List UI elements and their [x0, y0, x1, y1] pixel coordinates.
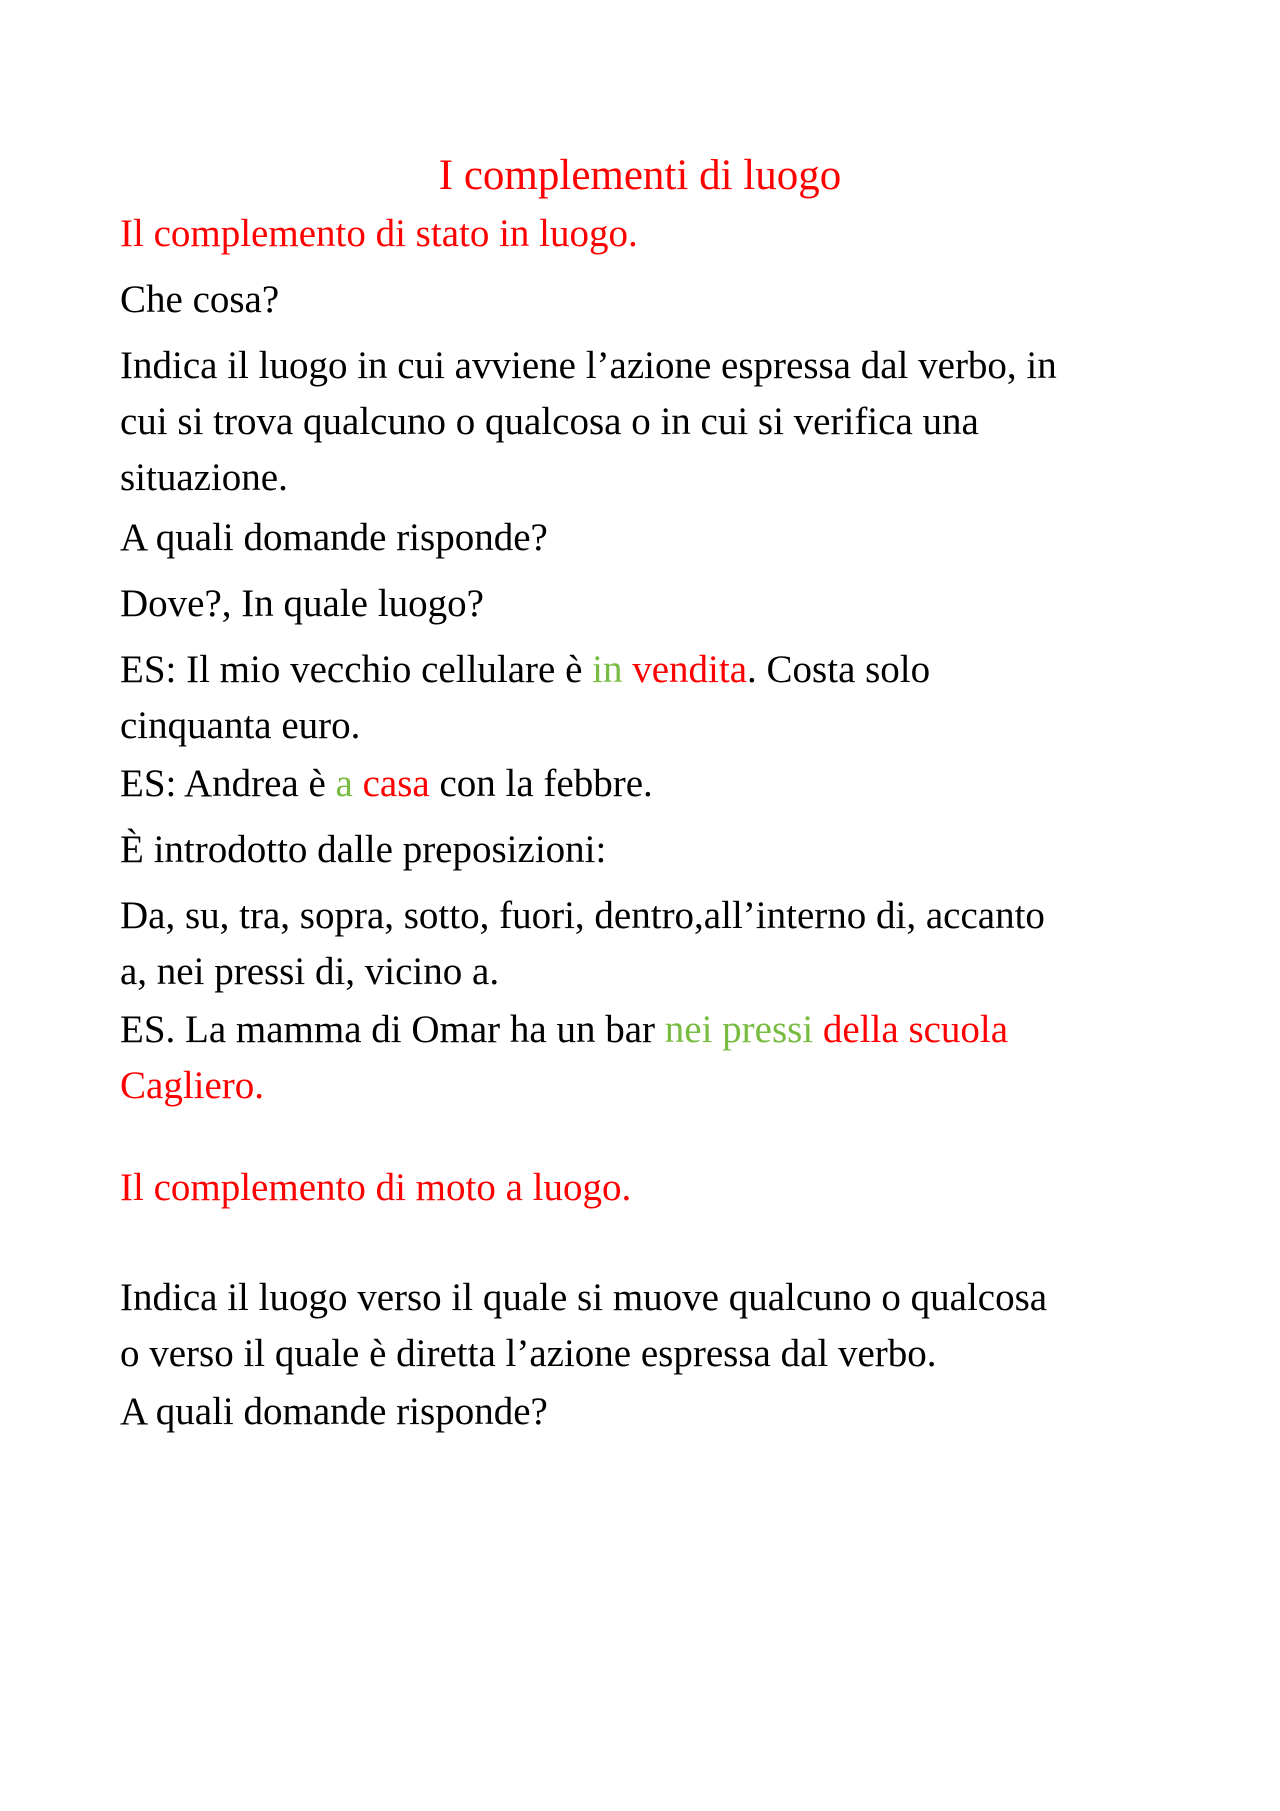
question-label: A quali domande risponde?: [120, 516, 548, 559]
answers-dove: Dove?, In quale luogo?: [120, 582, 484, 625]
example-complement: della scuola: [822, 1008, 1009, 1051]
example-line: cinquanta euro.: [120, 704, 361, 747]
question-label: A quali domande risponde?: [120, 1390, 548, 1433]
example-complement: casa: [362, 762, 430, 805]
definition-line: o verso il quale è diretta l’azione espressa dal verbo.: [120, 1332, 937, 1375]
example-line: [120, 642, 1180, 698]
example-vendita: [120, 642, 1180, 754]
prepositions-list: [120, 888, 1180, 1000]
example-space: [623, 648, 633, 691]
example-text: ES: Andrea è: [120, 762, 336, 805]
example-casa: [120, 756, 1180, 812]
page-title: I complementi di luogo: [438, 152, 842, 199]
example-space: [353, 762, 363, 805]
example-text: con la febbre.: [429, 762, 653, 805]
example-preposition: a: [335, 762, 353, 805]
definition-line: cui si trova qualcuno o qualcosa o in cui si verifica una: [120, 400, 979, 443]
definition-line: situazione.: [120, 456, 288, 499]
prepositions-line: a, nei pressi di, vicino a.: [120, 950, 500, 993]
section-heading-moto-a-luogo: Il complemento di moto a luogo.: [120, 1166, 632, 1209]
example-complement: vendita: [632, 648, 748, 691]
example-scuola: [120, 1002, 1180, 1114]
example-text: ES: Il mio vecchio cellulare è: [120, 648, 593, 691]
example-complement-line: Cagliero.: [120, 1064, 265, 1107]
example-space: [813, 1008, 823, 1051]
definition-line: Indica il luogo verso il quale si muove qualcuno o qualcosa: [120, 1276, 1048, 1319]
example-line: [120, 1002, 1180, 1058]
definition-line: Indica il luogo in cui avviene l’azione espressa dal verbo, in: [120, 344, 1057, 387]
section-heading-stato-in-luogo: Il complemento di stato in luogo.: [120, 212, 638, 255]
example-text: ES. La mamma di Omar ha un bar: [120, 1008, 665, 1051]
example-preposition: nei pressi: [664, 1008, 814, 1051]
question-che-cosa: Che cosa?: [120, 278, 280, 321]
prepositions-label: È introdotto dalle preposizioni:: [120, 828, 607, 871]
example-text: . Costa solo: [747, 648, 931, 691]
prepositions-line: Da, su, tra, sopra, sotto, fuori, dentro,all’interno di, accanto: [120, 894, 1045, 937]
definition-stato-in-luogo: [120, 338, 1180, 506]
example-preposition: in: [592, 648, 623, 691]
definition-moto-a-luogo: [120, 1270, 1180, 1382]
